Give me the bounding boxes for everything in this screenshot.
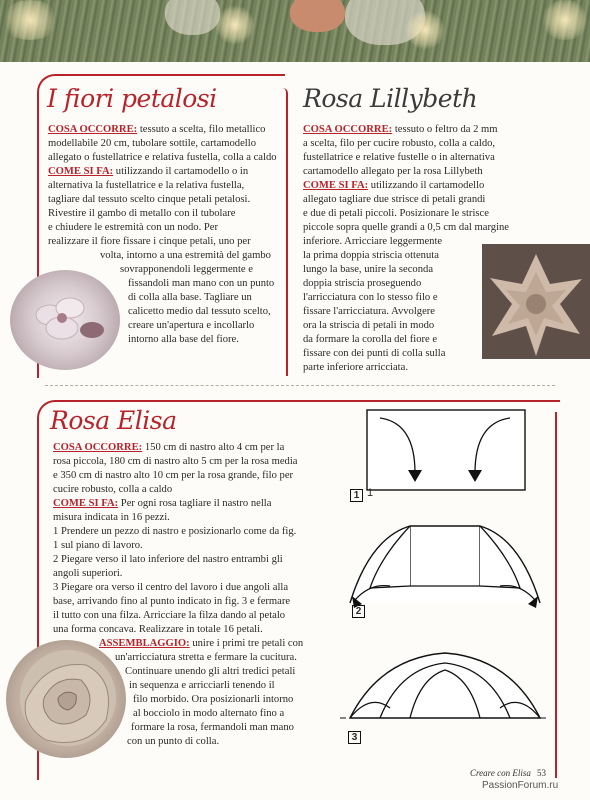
magazine-name: Creare con Elisa [470,768,531,778]
how-label: COME SI FA: [53,498,119,509]
how-line: e chiudere le estremità con un nodo. Per [48,222,219,233]
assembly-line: al bocciolo in modo alternato fino a [133,708,285,719]
how-line: calicetto medio dal tessuto scelto, [128,306,271,317]
how-line: fissare con dei punti di colla sulla [303,348,446,359]
petal-flower-image [10,270,120,370]
section-divider [45,385,555,386]
fig2-label: 2 [352,605,365,618]
needs-line: cucire robusto, colla a caldo [53,484,173,495]
how-line: 1 Prendere un pezzo di nastro e posizionarlo come da fig. [53,526,297,537]
petal-flowers-photo [10,270,120,370]
how-line: l'arricciatura con lo stesso filo e [303,292,438,303]
how-line: 1 sul piano di lavoro. [53,540,143,551]
how-line: volta, intorno a una estremità del gambo [100,250,271,261]
needs-label: COSA OCCORRE: [53,442,143,453]
how-line: lungo la base, unire la seconda [303,264,434,275]
lillybeth-photo [482,244,590,359]
how-line: 2 Piegare verso il lato inferiore del nastro entrambi gli [53,554,283,565]
how-line: 3 Piegare ora verso il centro del lavoro i due angoli alla [53,582,289,593]
how-line: base, arrivando fino al punto indicato in fig. 3 e fermare [53,596,291,607]
how-line: tagliare dal tessuto scelto cinque petali petalosi. [48,194,251,205]
watermark: PassionForum.ru [482,780,559,791]
needs-line: tessuto o feltro da 2 mm [394,124,498,135]
fig1-label: 1 [350,489,363,502]
how-line: la prima doppia striscia ottenuta [303,250,439,261]
how-line: utilizzando il cartamodello [370,180,485,191]
rosa-elisa-title: Rosa Elisa [50,406,177,435]
rosa-elisa-frame-right [555,412,557,778]
how-line: fissare l'arricciatura. Avvolgere [303,306,436,317]
assembly-line: formare la rosa, fermandoli man mano [131,722,294,733]
header-photo [0,0,590,62]
fig1-ribbon [367,410,525,490]
needs-line: e 350 cm di nastro alto 10 cm per la rosa grande, filo per [53,470,294,481]
needs-line: rosa piccola, 180 cm di nastro alto 5 cm per la rosa media [53,456,298,467]
how-label: COME SI FA: [303,180,369,191]
assembly-line: Continuare unendo gli altri tredici petali [125,666,296,677]
how-line: utilizzando il cartamodello o in [115,166,249,177]
assembly-line: un'arricciatura stretta e fermare la cucitura. [115,652,297,663]
how-line: ora la striscia di petali in modo [303,320,435,331]
how-line: il tutto con una filza. Arricciare la filza dando al petalo [53,610,286,621]
how-line: Per ogni rosa tagliare il nastro nella [120,498,272,509]
petal-flowers-title: I fiori petalosi [47,84,217,113]
lillybeth-title: Rosa Lillybeth [303,84,478,113]
folding-figures [340,408,550,748]
assembly-line: in sequenza e arricciarli tenendo il [129,680,275,691]
assembly-label: ASSEMBLAGGIO: [99,638,190,649]
how-line: di colla alla base. Tagliare un [128,292,252,303]
how-line: una forma concava. Realizzare in totale 16 petali. [53,624,263,635]
petal-flowers-frame-right [283,88,288,376]
how-line: alternativa la fustellatrice e la relativa fustella, [48,180,245,191]
how-line: doppia striscia proseguendo [303,278,422,289]
how-line: e due di petali piccoli. Posizionare le strisce [303,208,489,219]
fig2-shape [350,526,540,603]
fig3-label: 3 [348,731,361,744]
needs-label: COSA OCCORRE: [303,124,393,135]
rose-image [6,640,126,758]
how-line: parte inferiore arricciata. [303,362,408,373]
how-line: angoli superiori. [53,568,123,579]
needs-line: fustellatrice e relative fustelle o in alternativa [303,152,495,163]
how-line: creare un'apertura e incollarlo [128,320,255,331]
how-line: da formare la corolla del fiore e [303,334,438,345]
assembly-line: unire i primi tre petali con [192,638,304,649]
how-line: piccole sopra quelle grandi a 0,5 cm dal margine [303,222,510,233]
how-line: fissandoli man mano con un punto [128,278,275,289]
how-line: sovrapponendoli leggermente e [120,264,253,275]
how-line: intorno alla base del fiore. [128,334,239,345]
how-line: allegato tagliare due strisce di petali grandi [303,194,486,205]
how-line: misura indicata in 16 pezzi. [53,512,170,523]
how-line: inferiore. Arricciare leggermente [303,236,443,247]
needs-line: cartamodello allegato per la rosa Lillybeth [303,166,483,177]
how-line: realizzare il fiore fissare i cinque petali, uno per [48,236,251,247]
fig1-side-label: 1 [367,487,374,499]
page-number: 53 [537,768,546,778]
needs-line: a scelta, filo per cucire robusto, colla a caldo, [303,138,496,149]
lillybeth-flower-image [482,244,590,359]
needs-line: 150 cm di nastro alto 4 cm per la [144,442,285,453]
how-label: COME SI FA: [48,166,114,177]
assembly-line: filo morbido. Ora posizionarli intorno [133,694,294,705]
rosa-elisa-photo [6,640,126,758]
how-line: Rivestire il gambo di metallo con il tubolare [48,208,236,219]
needs-label: COSA OCCORRE: [48,124,138,135]
assembly-line: con un punto di colla. [127,736,220,747]
needs-text: tessuto a scelta, filo metallico modellabile 20 cm, tubolare sottile, cartamodello allegato o fustellatrice e relativa fustella, colla a caldo [48,124,277,163]
